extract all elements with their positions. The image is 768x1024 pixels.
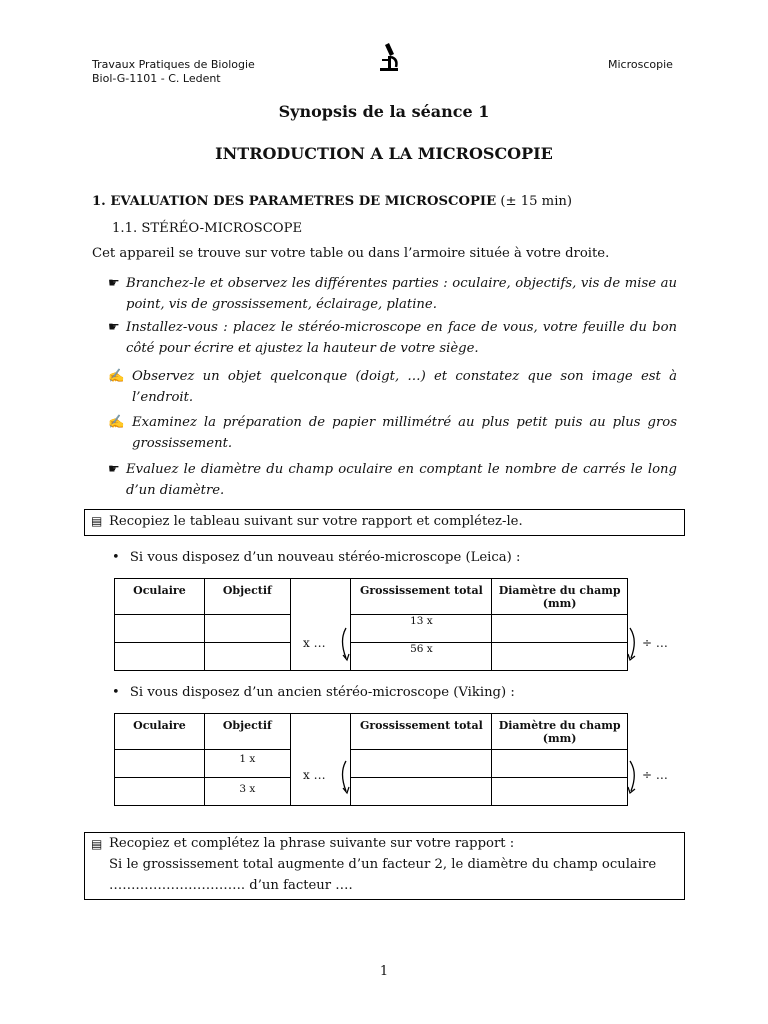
- multiply-label: x …: [303, 768, 326, 782]
- writing-hand-icon: ✍: [108, 415, 125, 430]
- leica-table: [114, 578, 628, 671]
- table-header: Oculaire: [115, 579, 205, 615]
- left-curved-arrow-icon: [338, 759, 352, 795]
- subsection-heading: 1.1. STÉRÉO-MICROSCOPE: [112, 221, 303, 236]
- table-header: Diamètre du champ (mm): [492, 579, 628, 615]
- table-gap: [290, 714, 351, 750]
- table-row: [115, 615, 628, 643]
- book-icon: ▤: [91, 837, 103, 851]
- instruction-text: Recopiez le tableau suivant sur votre rapport et complétez-le.: [109, 514, 523, 529]
- viking-table: [114, 713, 628, 806]
- table-cell: [115, 778, 205, 806]
- table-header: Diamètre du champ (mm): [492, 714, 628, 750]
- table-cell: 56 x: [351, 643, 492, 671]
- table-cell: [492, 750, 628, 778]
- leica-intro: [112, 550, 520, 565]
- divide-label: ÷ …: [642, 768, 668, 782]
- bullet-item: [108, 412, 677, 454]
- table-cell: [115, 643, 205, 671]
- table-cell: [115, 615, 205, 643]
- table-row: [115, 778, 628, 806]
- bullet-text: Examinez la préparation de papier millimétré au plus petit puis au plus gros grossissement.: [132, 415, 677, 451]
- bullet-dot: •: [112, 685, 120, 700]
- section-duration: (± 15 min): [500, 194, 573, 209]
- table-header: Objectif: [204, 714, 290, 750]
- table-cell: [492, 778, 628, 806]
- table-header: Grossissement total: [351, 579, 492, 615]
- writing-hand-icon: ✍: [108, 369, 125, 384]
- bullet-dot: •: [112, 550, 120, 565]
- table-header: Grossissement total: [351, 714, 492, 750]
- header-topic: Microscopie: [608, 58, 673, 71]
- section-heading-text: 1. EVALUATION DES PARAMETRES DE MICROSCOPIE: [92, 194, 497, 209]
- table-cell: 3 x: [204, 778, 290, 806]
- instruction-text: Si le grossissement total augmente d’un facteur 2, le diamètre du champ oculaire: [109, 857, 657, 872]
- multiply-label: x …: [303, 636, 326, 650]
- bullet-text: Observez un objet quelconque (doigt, …) et constatez que son image est à l’endroit.: [132, 369, 677, 405]
- pointing-hand-icon: ☛: [108, 462, 120, 477]
- table-cell: [204, 643, 290, 671]
- table-cell: [351, 750, 492, 778]
- left-curved-arrow-icon: [338, 626, 352, 662]
- right-curved-arrow-icon: [626, 759, 640, 795]
- table-gap: [290, 579, 351, 615]
- bullet-text: Evaluez le diamètre du champ oculaire en comptant le nombre de carrés le long d’un diamètre.: [126, 462, 677, 498]
- page-title: Synopsis de la séance 1: [278, 102, 490, 121]
- table-header: Objectif: [204, 579, 290, 615]
- header-code: Biol-G-1101 - C. Ledent: [92, 72, 221, 85]
- section-heading: [92, 194, 572, 209]
- table-cell: [492, 643, 628, 671]
- pointing-hand-icon: ☛: [108, 276, 120, 291]
- bullet-item: [108, 273, 677, 315]
- table-row: [115, 750, 628, 778]
- table-header: Oculaire: [115, 714, 205, 750]
- table-cell: [115, 750, 205, 778]
- instruction-box: [84, 832, 685, 900]
- divide-label: ÷ …: [642, 636, 668, 650]
- bullet-text: Branchez-le et observez les différentes parties : oculaire, objectifs, vis de mise au point, vis de grossissement, éclairage, platine.: [126, 276, 677, 312]
- bullet-item: [108, 459, 677, 501]
- header-course: Travaux Pratiques de Biologie: [92, 58, 255, 71]
- bullet-item: [108, 366, 677, 408]
- instruction-text: …………………………. d’un facteur ….: [109, 878, 353, 893]
- table-cell: [351, 778, 492, 806]
- instruction-box: [84, 509, 685, 536]
- leica-intro-text: Si vous disposez d’un nouveau stéréo-microscope (Leica) :: [129, 550, 521, 565]
- page-subtitle: INTRODUCTION A LA MICROSCOPIE: [215, 144, 553, 163]
- viking-intro: [112, 685, 515, 700]
- instruction-text: Recopiez et complétez la phrase suivante sur votre rapport :: [109, 836, 515, 851]
- table-cell: [204, 615, 290, 643]
- microscope-icon: [376, 42, 402, 72]
- page-number: 1: [379, 964, 389, 979]
- intro-text: Cet appareil se trouve sur votre table ou dans l’armoire située à votre droite.: [92, 246, 610, 261]
- book-icon: ▤: [91, 514, 103, 528]
- table-cell: [492, 615, 628, 643]
- right-curved-arrow-icon: [626, 626, 640, 662]
- viking-intro-text: Si vous disposez d’un ancien stéréo-microscope (Viking) :: [129, 685, 515, 700]
- table-cell: 1 x: [204, 750, 290, 778]
- pointing-hand-icon: ☛: [108, 320, 120, 335]
- table-row: [115, 643, 628, 671]
- table-cell: 13 x: [351, 615, 492, 643]
- bullet-text: Installez-vous : placez le stéréo-microscope en face de vous, votre feuille du bon côté pour écrire et ajustez la hauteur de votre siège.: [126, 320, 677, 356]
- bullet-item: [108, 317, 677, 359]
